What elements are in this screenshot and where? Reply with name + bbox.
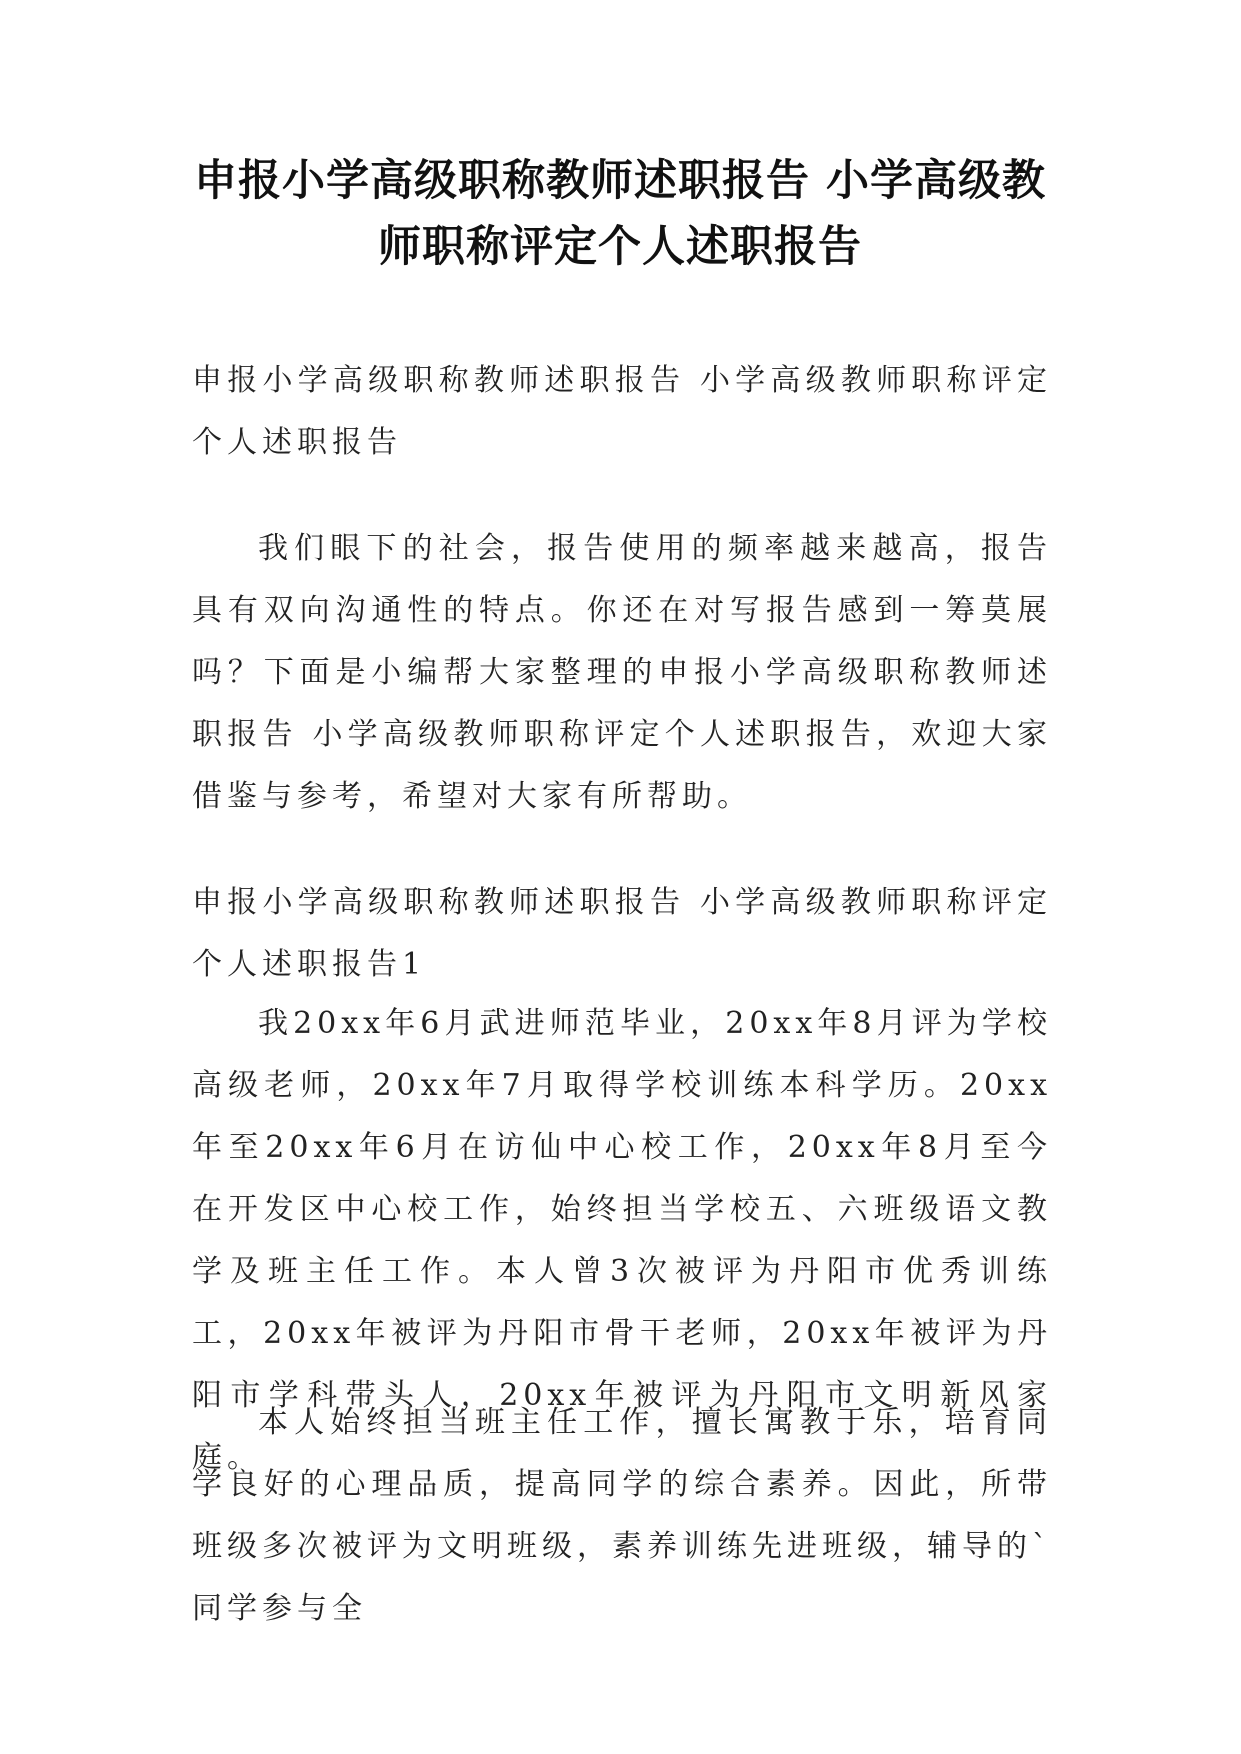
section-heading: 申报小学高级职称教师述职报告 小学高级教师职称评定个人述职报告1: [192, 885, 1052, 982]
body-paragraph-2: 本人始终担当班主任工作，擅长寓教于乐，培育同学良好的心理品质，提高同学的综合素养。因此，所带班级多次被评为文明班级，素养训练先进班级，辅导的`同学参与全: [192, 1405, 1052, 1626]
document-title: 申报小学高级职称教师述职报告 小学高级教师职称评定个人述职报告: [194, 156, 1046, 272]
document-subtitle: 申报小学高级职称教师述职报告 小学高级教师职称评定个人述职报告: [192, 363, 1052, 460]
body-paragraph-1: 我20xx年6月武进师范毕业，20xx年8月评为学校高级老师，20xx年7月取得学校训练本科学历。20xx年至20xx年6月在访仙中心校工作，20xx年8月至今在开发区中心校工作，始终担当学校五、六班级语文教学及班主任工作。本人曾3次被评为丹阳市优秀训练工，20xx年被评为丹阳市骨干老师，20xx年被评为丹阳市学科带头人，20xx年被评为丹阳市文明新风家庭。: [192, 1006, 1052, 1475]
intro-paragraph: 我们眼下的社会，报告使用的频率越来越高，报告具有双向沟通性的特点。你还在对写报告感到一筹莫展吗？下面是小编帮大家整理的申报小学高级职称教师述职报告 小学高级教师职称评定个人述职报告，欢迎大家借鉴与参考，希望对大家有所帮助。: [192, 531, 1052, 814]
